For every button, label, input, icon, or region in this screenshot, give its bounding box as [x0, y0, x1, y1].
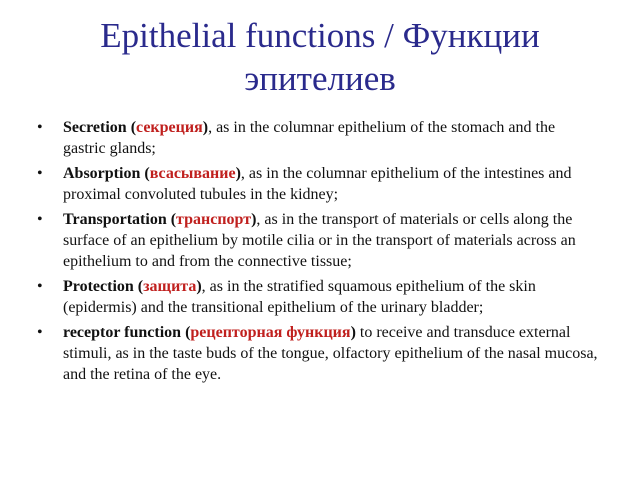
bullet-paren-open: ( — [181, 324, 191, 341]
bullet-item-protection — [0, 276, 638, 318]
bullet-term: Secretion — [63, 119, 127, 136]
bullet-russian-term: защита — [143, 278, 197, 295]
bullet-term: Transportation — [63, 211, 167, 228]
bullet-term: Absorption — [63, 165, 141, 182]
bullet-text: , as in the columnar epithelium of the intestines and proximal convoluted tubules in the kidney; — [63, 165, 572, 203]
bullet-russian-term: секреция — [136, 119, 203, 136]
bullet-russian-term: всасывание — [149, 165, 236, 182]
bullet-paren-open: ( — [133, 278, 144, 295]
bullet-russian-term: рецепторная функция — [190, 324, 351, 341]
bullet-icon: • — [37, 278, 43, 295]
bullet-term: Protection — [63, 278, 134, 295]
bullet-item-receptor-function — [0, 322, 638, 385]
bullet-paren-open: ( — [166, 211, 177, 228]
slide-title-line-1: Epithelial functions / Функции — [100, 16, 540, 55]
bullet-russian-term: транспорт — [176, 211, 252, 228]
bullet-term: receptor function — [63, 324, 182, 341]
slide-title — [40, 14, 600, 100]
slide-title-line-2: эпителиев — [244, 59, 396, 98]
bullet-icon: • — [37, 119, 43, 136]
bullet-paren-close: ) — [251, 211, 257, 228]
bullet-icon: • — [37, 165, 43, 182]
bullet-item-secretion — [0, 117, 638, 159]
bullet-text: , as in the columnar epithelium of the stomach and the gastric glands; — [63, 119, 556, 157]
bullet-icon: • — [37, 211, 43, 228]
bullet-paren-close: ) — [350, 324, 356, 341]
bullet-item-absorption — [0, 163, 638, 205]
bullet-icon: • — [37, 324, 43, 341]
bullet-text: , as in the stratified squamous epithelium of the skin (epidermis) and the transitional epithelium of the urinary bladder; — [63, 278, 536, 316]
bullet-paren-close: ) — [235, 165, 241, 182]
bullet-list — [0, 117, 638, 389]
bullet-item-transportation — [0, 209, 638, 272]
bullet-paren-open: ( — [126, 119, 137, 136]
bullet-paren-close: ) — [196, 278, 202, 295]
bullet-paren-close: ) — [202, 119, 209, 136]
bullet-text: to receive and transduce external stimuli, as in the taste buds of the tongue, olfactory epithelium of the nasal mucosa, and the retina of the eye. — [63, 324, 598, 383]
bullet-text: , as in the transport of materials or cells along the surface of an epithelium by motile cilia or in the transport of materials across an epithelium to and from the connective tissue; — [63, 211, 576, 270]
bullet-paren-open: ( — [140, 165, 150, 182]
